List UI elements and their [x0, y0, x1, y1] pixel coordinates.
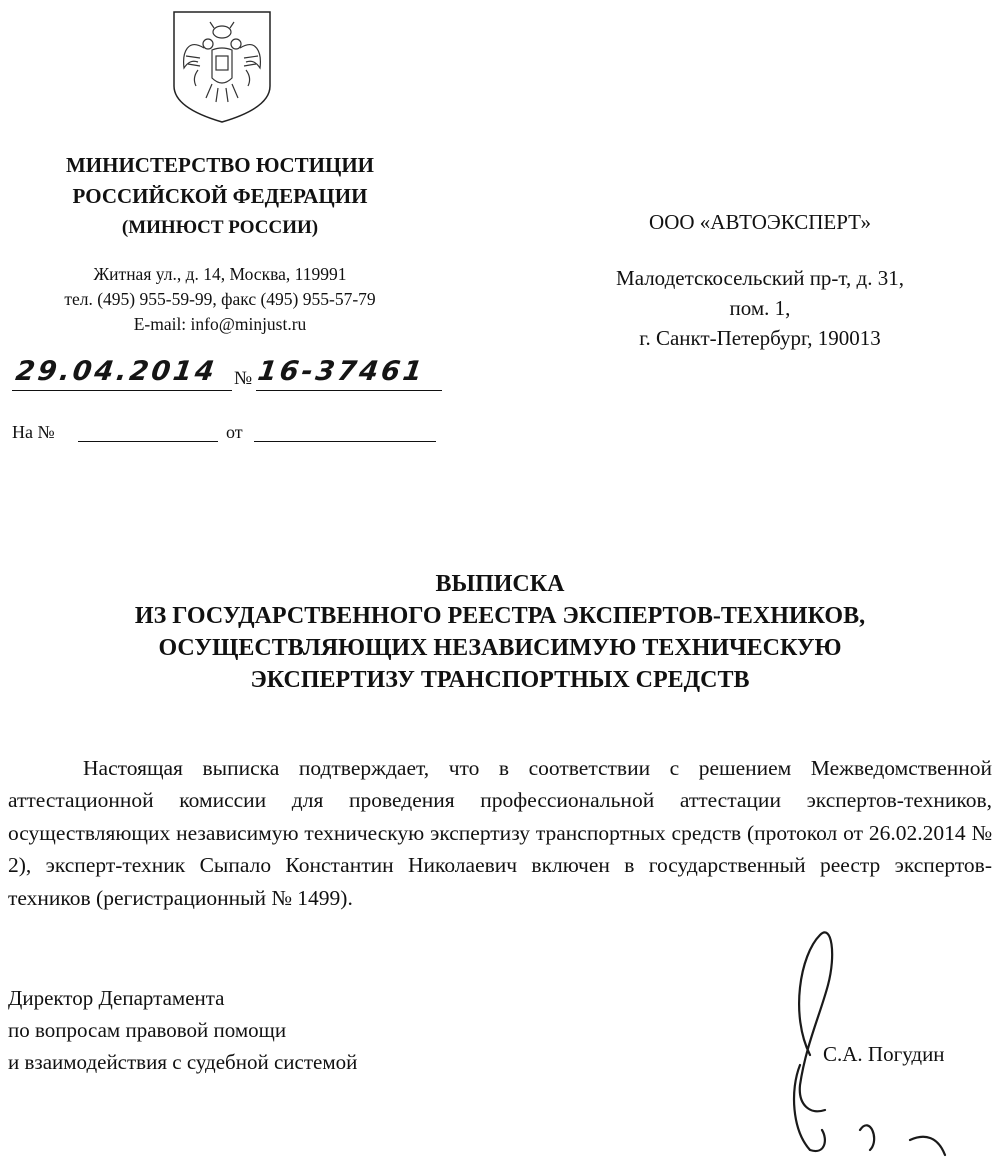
document-title: [0, 568, 1000, 696]
signer-position-line2: по вопросам правовой помощи: [8, 1018, 287, 1042]
reply-number-blank: [78, 441, 218, 442]
signer-position-line1: Директор Департамента: [8, 986, 225, 1010]
signer-position: [8, 982, 357, 1078]
reply-date-label: от: [226, 422, 243, 442]
ministry-header: [20, 150, 420, 243]
recipient-address: [540, 263, 980, 353]
signer-name: С.А. Погудин: [823, 1042, 945, 1066]
ministry-address: Житная ул., д. 14, Москва, 119991: [93, 264, 347, 284]
ministry-contacts: [10, 262, 430, 337]
ministry-phone: тел. (495) 955-59-99, факс (495) 955-57-79: [64, 289, 376, 309]
number-underline: [256, 390, 442, 391]
ministry-abbreviation: (МИНЮСТ РОССИИ): [121, 217, 319, 238]
number-sign: №: [234, 368, 253, 389]
title-line2: ИЗ ГОСУДАРСТВЕННОГО РЕЕСТРА ЭКСПЕРТОВ-ТЕХНИКОВ,: [134, 603, 866, 629]
title-line4: ЭКСПЕРТИЗУ ТРАНСПОРТНЫХ СРЕДСТВ: [250, 667, 750, 693]
recipient-block: [540, 210, 980, 353]
recipient-address-line1: Малодетскосельский пр-т, д. 31,: [616, 266, 904, 290]
reply-number-label: На №: [12, 422, 55, 442]
recipient-address-line2: пом. 1,: [729, 296, 791, 320]
title-line3: ОСУЩЕСТВЛЯЮЩИХ НЕЗАВИСИМУЮ ТЕХНИЧЕСКУЮ: [158, 635, 842, 661]
recipient-address-line3: г. Санкт-Петербург, 190013: [639, 326, 881, 350]
ministry-name-line2: РОССИЙСКОЙ ФЕДЕРАЦИИ: [72, 184, 368, 208]
title-line1: ВЫПИСКА: [435, 571, 565, 597]
ministry-name-line1: МИНИСТЕРСТВО ЮСТИЦИИ: [65, 153, 374, 177]
ministry-email: E-mail: info@minjust.ru: [133, 314, 307, 334]
date-underline: [12, 390, 232, 391]
recipient-org: ООО «АВТОЭКСПЕРТ»: [649, 210, 871, 234]
signature-icon: [770, 915, 970, 1165]
outgoing-date: 29.04.2014: [13, 356, 219, 387]
signer-position-line3: и взаимодействия с судебной системой: [8, 1050, 358, 1074]
body-paragraph: Настоящая выписка подтверждает, что в соответствии с решением Межведомственной аттестационной комиссии для проведения профессиональной аттестации экспертов-техников, осуществляющих независимую техническую экспертизу транспортных средств (протокол от 26.02.2014 № 2), эксперт-техник Сыпало Константин Николаевич включен в государственный реестр экспертов-техников (регистрационный № 1499).: [8, 755, 992, 910]
outgoing-number: 16-37461: [255, 356, 427, 387]
outgoing-registration: [12, 356, 432, 396]
reply-reference: [12, 422, 442, 446]
coat-of-arms-icon: [170, 8, 274, 126]
reply-date-blank: [254, 441, 436, 442]
